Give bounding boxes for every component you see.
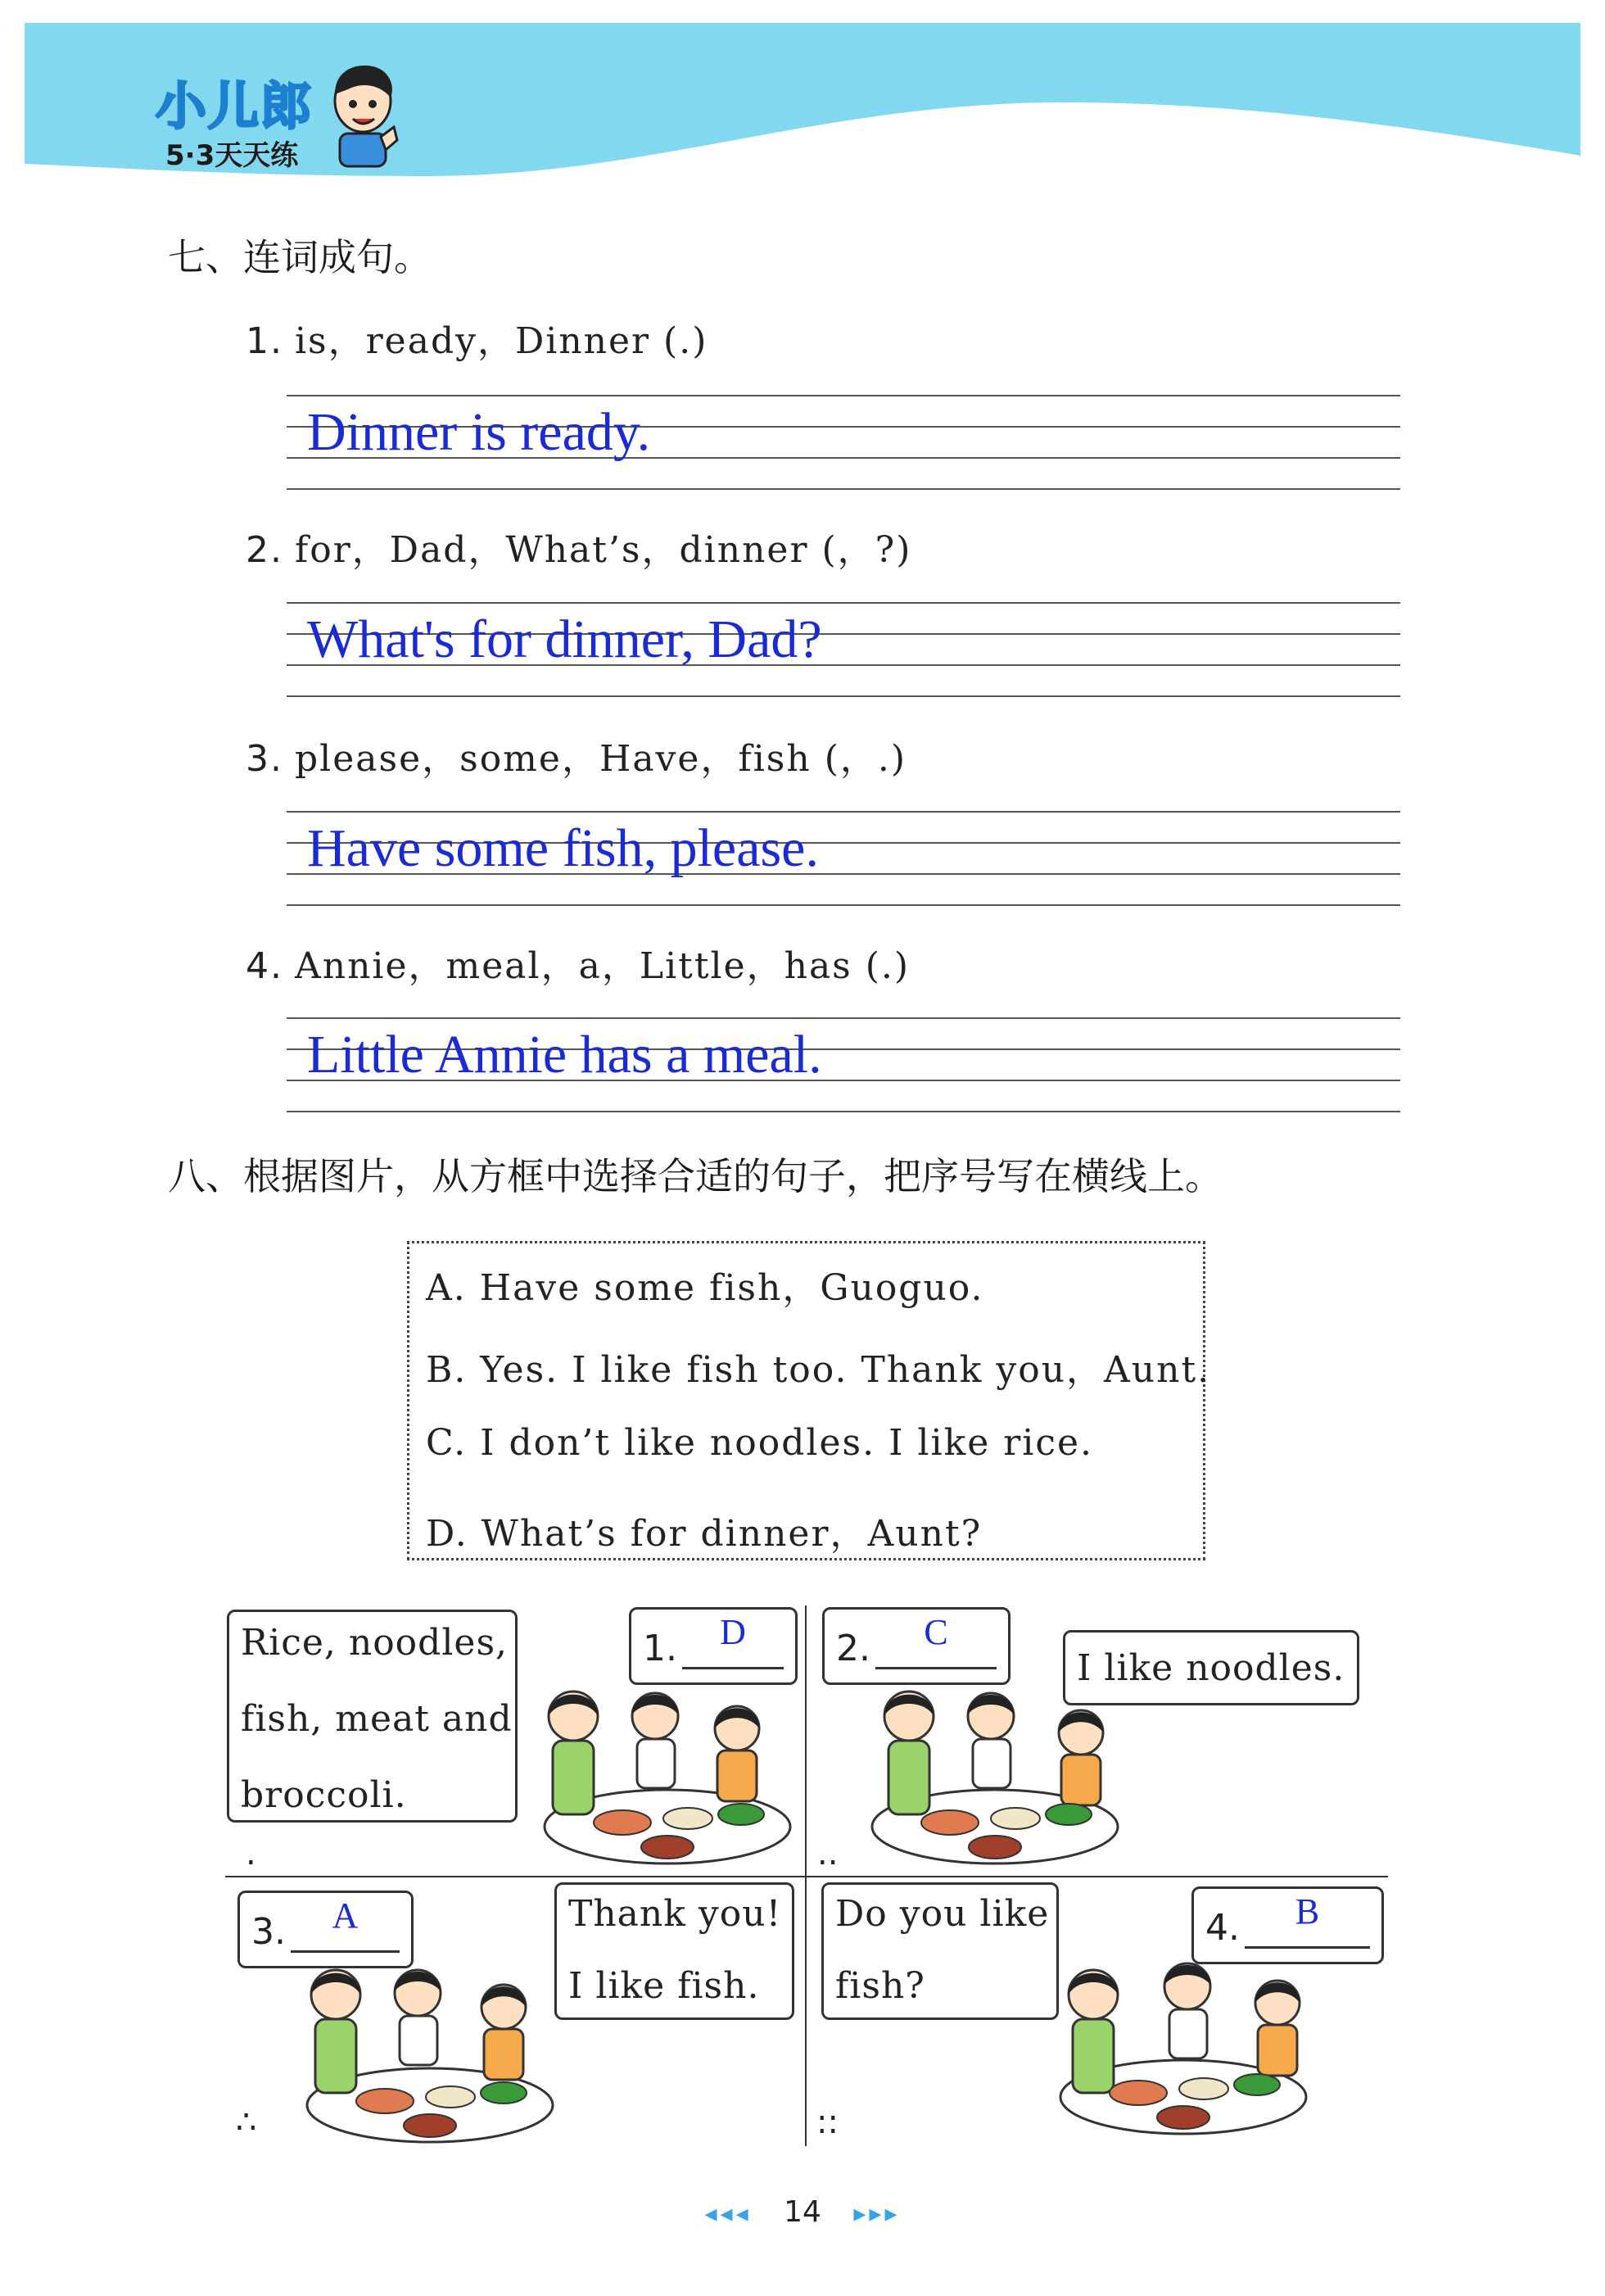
answer-blank — [875, 1667, 997, 1669]
question-2-prompt — [246, 520, 911, 573]
panel-answer: B — [1295, 1891, 1320, 1931]
prev-arrows-icon: ◂◂◂ — [704, 2199, 752, 2228]
answer-4: Little Annie has a meal. — [307, 1025, 822, 1085]
family-dinner-illustration — [287, 1962, 565, 2150]
speech-line: fish, meat and — [241, 1698, 513, 1740]
panel-number: 4. — [1205, 1907, 1240, 1949]
panel-number: 2. — [836, 1628, 870, 1669]
family-dinner-illustration — [1040, 1954, 1327, 2142]
question-3-prompt — [246, 729, 906, 781]
word-list: Annie，meal，a，Little，has (.) — [294, 945, 911, 987]
speech-line: I like fish. — [568, 1965, 760, 2007]
speech-line: fish? — [835, 1965, 925, 2007]
question-number: 3. — [246, 738, 283, 780]
word-list: for，Dad，What’s，dinner (，?) — [294, 529, 912, 571]
speech-line: Do you like — [835, 1893, 1050, 1935]
mascot-boy-icon — [323, 61, 401, 168]
section-8-title: 八、根据图片，从方框中选择合适的句子，把序号写在横线上。 — [168, 1154, 1223, 1198]
panel-number: 1. — [643, 1628, 677, 1669]
answer-blank — [1245, 1946, 1370, 1949]
answer-box-panel-4 — [1191, 1886, 1384, 1964]
page-number: 14 — [784, 2195, 821, 2229]
speech-line: Thank you! — [568, 1893, 782, 1935]
section-7-title: 七、连词成句。 — [168, 235, 432, 279]
panel-1-dots: . — [246, 1835, 256, 1873]
speech-bubble-panel-4 — [821, 1882, 1059, 2020]
logo-subtitle: 5·3天天练 — [165, 139, 299, 172]
option-d: D. What’s for dinner，Aunt? — [426, 1513, 983, 1555]
panel-number: 3. — [251, 1911, 286, 1953]
answer-blank — [682, 1667, 784, 1669]
answer-box-panel-1 — [629, 1607, 798, 1685]
page-footer — [0, 2195, 1605, 2229]
question-number: 4. — [246, 945, 283, 987]
answer-3: Have some fish, please. — [307, 818, 819, 878]
panel-answer: C — [924, 1612, 948, 1652]
panel-answer: D — [720, 1612, 746, 1652]
option-a: A. Have some fish，Guoguo. — [426, 1267, 984, 1309]
panel-4-dots: :: — [816, 2104, 839, 2141]
question-4-prompt — [246, 936, 910, 989]
panel-3-dots: ∴ — [236, 2104, 257, 2141]
question-1-prompt — [246, 311, 708, 364]
speech-line: broccoli. — [241, 1774, 407, 1816]
word-list: please，some，Have，fish (，.) — [294, 738, 907, 780]
speech-bubble-panel-3 — [554, 1882, 794, 2020]
answer-1: Dinner is ready. — [307, 402, 651, 462]
options-box — [407, 1241, 1211, 1560]
speech-line: Rice, noodles, — [241, 1622, 509, 1664]
answer-blank — [291, 1950, 400, 1953]
word-list: is，ready，Dinner (.) — [294, 320, 708, 362]
answer-box-panel-3 — [237, 1891, 414, 1968]
option-c: C. I don’t like noodles. I like rice. — [426, 1422, 1094, 1464]
speech-line: I like noodles. — [1077, 1647, 1345, 1689]
family-dinner-illustration — [852, 1683, 1122, 1872]
option-b: B. Yes. I like fish too. Thank you，Aunt. — [426, 1349, 1211, 1391]
panel-2-dots: .. — [817, 1835, 839, 1873]
family-dinner-illustration — [524, 1683, 794, 1872]
speech-bubble-panel-1 — [227, 1610, 518, 1823]
answer-2: What's for dinner, Dad? — [307, 609, 822, 669]
question-number: 1. — [246, 320, 283, 362]
question-number: 2. — [246, 529, 283, 571]
panel-answer: A — [332, 1895, 359, 1936]
panel-divider-horizontal — [225, 1876, 1388, 1877]
brand-logo — [156, 66, 401, 180]
answer-box-panel-2 — [822, 1607, 1010, 1685]
next-arrows-icon: ▸▸▸ — [853, 2199, 901, 2228]
logo-title: 小儿郎 — [156, 76, 314, 136]
